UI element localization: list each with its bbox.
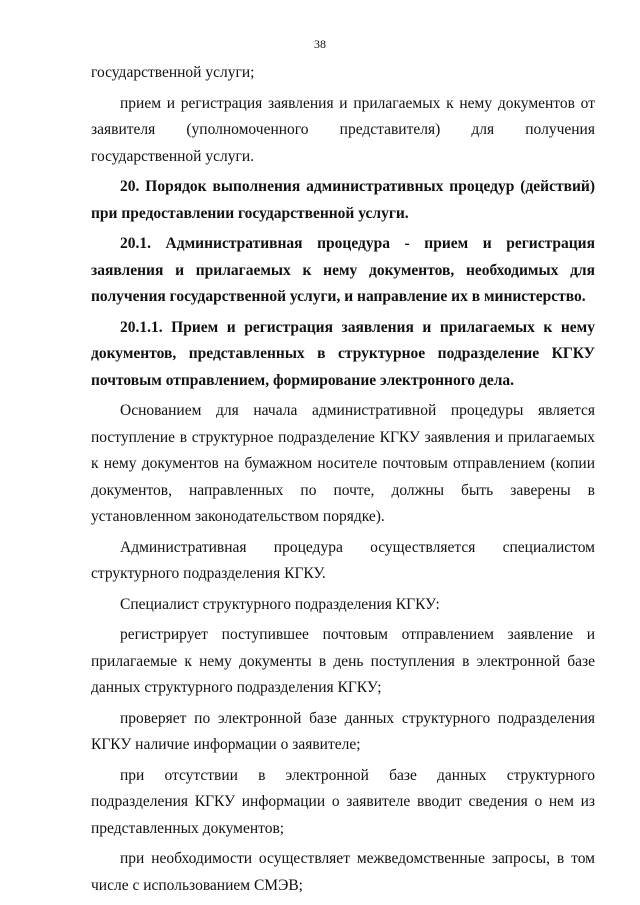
subsection-heading: 20.1. Административная процедура - прием и регистрация заявления и прилагаемых к нему документов, необходимых для получения государственной услуги, и направление их в министерство. (91, 235, 595, 305)
paragraph-continuation: государственной услуги; (91, 64, 255, 81)
list-item-paragraph: регистрирует поступившее почтовым отправлением заявление и прилагаемые к нему документы в день поступления в электронной базе данных структурного подразделения КГКУ; (91, 626, 595, 696)
subsubsection-heading: 20.1.1. Прием и регистрация заявления и прилагаемых к нему документов, представленных в структурное подразделение КГКУ почтовым отправлением, формирование электронного дела. (91, 318, 595, 389)
paragraph: Специалист структурного подразделения КГКУ: (120, 595, 440, 613)
page-number: 38 (314, 37, 326, 51)
paragraph: Основанием для начала административной процедуры является поступление в структурное подразделение КГКУ заявления и прилагаемых к нему документов на бумажном носителе почтовым отправлением (копии документов, направленных по почте, должны быть заверены в установленном законодательством порядке). (91, 402, 595, 525)
list-item-paragraph: проверяет по электронной базе данных структурного подразделения КГКУ наличие информации о заявителе; (91, 709, 595, 753)
list-item-paragraph: при необходимости осуществляет межведомственные запросы, в том числе с использованием СМЭВ; (91, 850, 595, 894)
paragraph: прием и регистрация заявления и прилагаемых к нему документов от заявителя (уполномоченного представителя) для получения государственной услуги. (91, 94, 595, 165)
paragraph: Административная процедура осуществляется специалистом структурного подразделения КГКУ. (91, 538, 595, 582)
document-body (91, 60, 595, 899)
section-heading: 20. Порядок выполнения административных процедур (действий) при предоставлении государственной услуги. (91, 178, 595, 222)
list-item-paragraph: при отсутствии в электронной базе данных структурного подразделения КГКУ информации о заявителе вводит сведения о нем из представленных документов; (91, 766, 595, 837)
